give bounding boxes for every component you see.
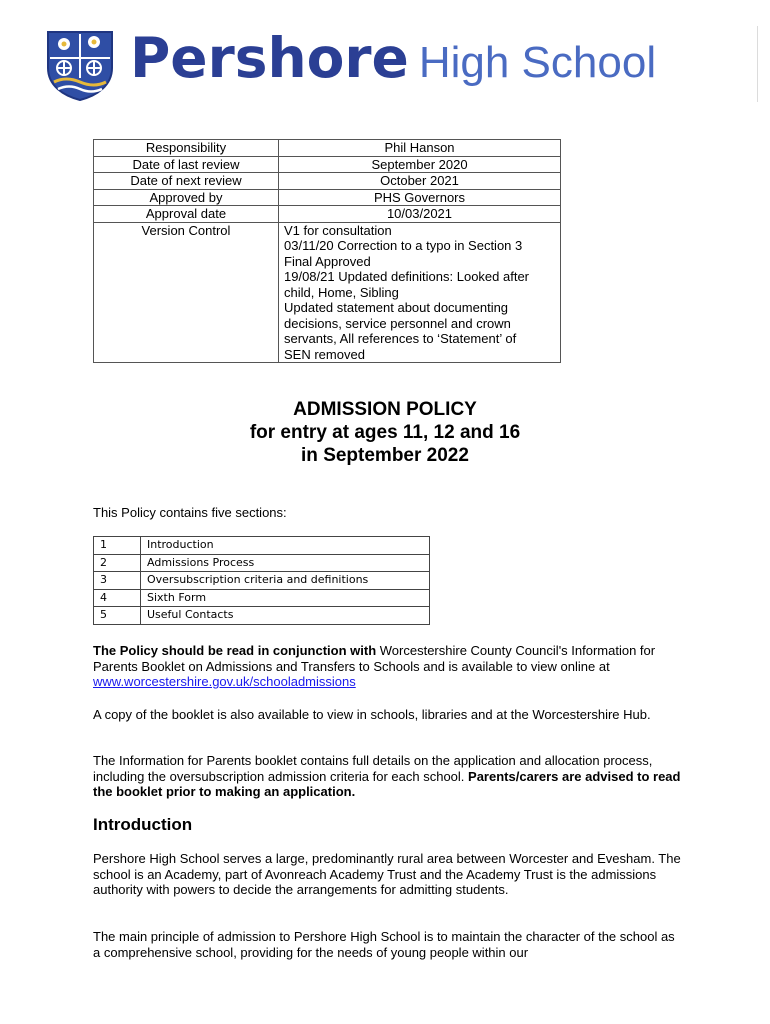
booklet-copy-paragraph: A copy of the booklet is also available to view in schools, libraries and at the Worcestershire Hub.: [93, 707, 651, 722]
admissions-link[interactable]: www.worcestershire.gov.uk/schooladmissions: [93, 674, 356, 689]
emphasis-text: The Policy should be read in conjunction with: [93, 643, 377, 658]
doc-label: Approval date: [94, 206, 279, 223]
booklet-paragraph: [93, 643, 683, 690]
doc-value: PHS Governors: [279, 189, 561, 206]
body-text: Worcestershire County Council's Information for Parents Booklet on Admissions and Transfers to Schools and is available to view online at: [93, 643, 656, 674]
principle-paragraph: The main principle of admission to Pershore High School is to maintain the character of the school as a comprehensive school, providing for the needs of young people within our: [93, 929, 675, 960]
table-row: [94, 140, 561, 157]
table-row: [94, 589, 430, 607]
table-row: [94, 189, 561, 206]
table-row: [94, 607, 430, 625]
table-row: [94, 537, 430, 555]
body-text: The Information for Parents booklet contains full details on the application and allocation process, including the oversubscription admission criteria for each school.: [93, 753, 653, 784]
header-divider: [757, 26, 758, 102]
table-row: [94, 173, 561, 190]
section-name: Introduction: [141, 537, 430, 555]
title-line: ADMISSION POLICY: [293, 399, 477, 420]
version-note: 19/08/21 Updated definitions: Looked after: [284, 269, 530, 284]
version-note: 03/11/20 Correction to a typo in Section 3: [284, 238, 523, 253]
document-control-table: [93, 139, 561, 363]
title-line: for entry at ages 11, 12 and 16: [249, 422, 521, 443]
page-title: [0, 398, 770, 467]
doc-label: Date of last review: [94, 156, 279, 173]
doc-value: October 2021: [279, 173, 561, 190]
sections-table: [93, 536, 430, 625]
information-paragraph: [93, 753, 683, 800]
version-note: servants, All references to ‘Statement’ of: [284, 331, 517, 346]
table-row: [94, 206, 561, 223]
doc-value: 10/03/2021: [279, 206, 561, 223]
version-control-notes: [279, 222, 561, 363]
table-row: [94, 156, 561, 173]
brand-light: High School: [418, 38, 657, 87]
brand-strong: Pershore: [130, 26, 409, 90]
doc-label: Approved by: [94, 189, 279, 206]
section-number: 4: [94, 589, 141, 607]
table-row: [94, 554, 430, 572]
title-line: in September 2022: [301, 445, 469, 466]
doc-value: September 2020: [279, 156, 561, 173]
section-name: Useful Contacts: [141, 607, 430, 625]
section-name: Sixth Form: [141, 589, 430, 607]
doc-label: Responsibility: [94, 140, 279, 157]
table-row: [94, 222, 561, 363]
school-name: [130, 26, 656, 90]
emphasis-text: Parents/carers are advised to read the booklet prior to making an application.: [93, 768, 681, 799]
section-name: Oversubscription criteria and definitions: [141, 572, 430, 590]
version-note: V1 for consultation: [284, 222, 392, 238]
version-note: Updated statement about documenting: [284, 300, 509, 315]
doc-label: Version Control: [94, 222, 279, 363]
section-number: 3: [94, 572, 141, 590]
doc-value: Phil Hanson: [279, 140, 561, 157]
version-note: child, Home, Sibling: [284, 284, 399, 300]
version-note: SEN removed: [284, 346, 365, 362]
table-row: [94, 572, 430, 590]
school-crest-icon: [44, 28, 116, 102]
version-note: Final Approved: [284, 253, 371, 269]
doc-label: Date of next review: [94, 173, 279, 190]
introduction-paragraph: Pershore High School serves a large, predominantly rural area between Worcester and Evesham. The school is an Academy, part of Avonreach Academy Trust and the Academy Trust is the admissions authority with powers to decide the arrangements for admitting students.: [93, 851, 681, 897]
section-number: 2: [94, 554, 141, 572]
section-number: 5: [94, 607, 141, 625]
section-number: 1: [94, 537, 141, 555]
section-name: Admissions Process: [141, 554, 430, 572]
introduction-heading: Introduction: [93, 815, 193, 834]
version-note: decisions, service personnel and crown: [284, 315, 511, 331]
sections-intro: This Policy contains five sections:: [93, 505, 287, 520]
